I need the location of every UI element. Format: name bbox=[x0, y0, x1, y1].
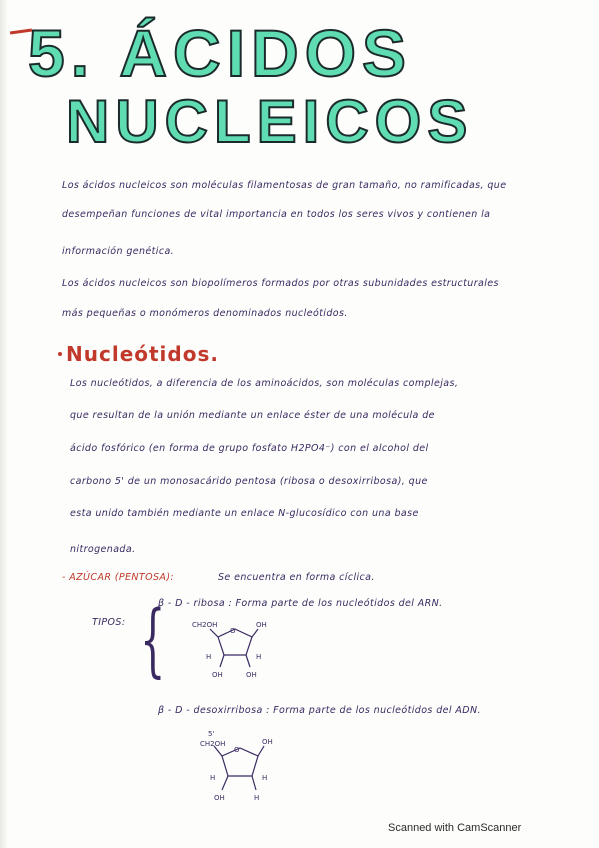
intro-line-5: más pequeñas o monómeros denominados nucleótidos. bbox=[62, 308, 348, 319]
page-title-line-2: NUCLEICOS bbox=[66, 88, 474, 155]
ribosa-h-left: H bbox=[206, 653, 212, 661]
desoxi-oh-bl: OH bbox=[214, 794, 225, 802]
intro-line-3: información genética. bbox=[62, 246, 175, 257]
desoxi-h-right: H bbox=[262, 774, 268, 782]
intro-line-2: desempeñan funciones de vital importancia en todos los seres vivos y contienen la bbox=[62, 209, 491, 220]
azucar-text: Se encuentra en forma cíclica. bbox=[218, 572, 375, 583]
page-shadow bbox=[0, 0, 8, 848]
ribosa-structure bbox=[190, 615, 280, 685]
brace-icon: { bbox=[140, 593, 166, 686]
desoxi-h-br: H bbox=[254, 794, 260, 802]
azucar-label: - AZÚCAR (PENTOSA): bbox=[62, 572, 175, 583]
tipo-ribosa: β - D - ribosa : Forma parte de los nucleótidos del ARN. bbox=[158, 598, 443, 609]
desoxi-oh-top: OH bbox=[262, 738, 273, 746]
section-heading: Nucleótidos. bbox=[66, 342, 219, 366]
ribosa-oh-top: OH bbox=[256, 621, 267, 629]
intro-line-1: Los ácidos nucleicos son moléculas filamentosas de gran tamaño, no ramificadas, que bbox=[62, 180, 507, 191]
tipos-label: TIPOS: bbox=[92, 617, 126, 628]
section-line-2: que resultan de la unión mediante un enlace éster de una molécula de bbox=[70, 410, 435, 421]
desoxi-h-left: H bbox=[210, 774, 216, 782]
scanner-watermark: Scanned with CamScanner bbox=[388, 822, 522, 834]
section-line-1: Los nucleótidos, a diferencia de los aminoácidos, son moléculas complejas, bbox=[70, 378, 459, 389]
section-line-5: esta unido también mediante un enlace N-glucosídico con una base bbox=[70, 508, 419, 519]
desoxirribosa-structure bbox=[196, 728, 286, 808]
ribosa-oh-bl: OH bbox=[212, 671, 223, 679]
ribosa-ch2oh: CH2OH bbox=[192, 621, 218, 629]
svg-text:O: O bbox=[234, 746, 240, 754]
page-title-line-1: 5. ÁCIDOS bbox=[28, 16, 413, 90]
ribosa-oh-br: OH bbox=[246, 671, 257, 679]
desoxi-ch2oh: CH2OH bbox=[200, 740, 226, 748]
section-line-6: nitrogenada. bbox=[70, 544, 136, 555]
tipo-desoxirribosa: β - D - desoxirribosa : Forma parte de los nucleótidos del ADN. bbox=[158, 705, 481, 716]
section-line-3: ácido fosfórico (en forma de grupo fosfato H2PO4⁻) con el alcohol del bbox=[70, 443, 429, 454]
section-line-4: carbono 5' de un monosacárido pentosa (ribosa o desoxirribosa), que bbox=[70, 476, 428, 487]
svg-text:O: O bbox=[230, 627, 236, 635]
section-bullet bbox=[58, 352, 62, 356]
intro-line-4: Los ácidos nucleicos son biopolímeros formados por otras subunidades estructurales bbox=[62, 278, 499, 289]
ribosa-h-right: H bbox=[256, 653, 262, 661]
desoxi-5prime: 5' bbox=[208, 730, 215, 738]
